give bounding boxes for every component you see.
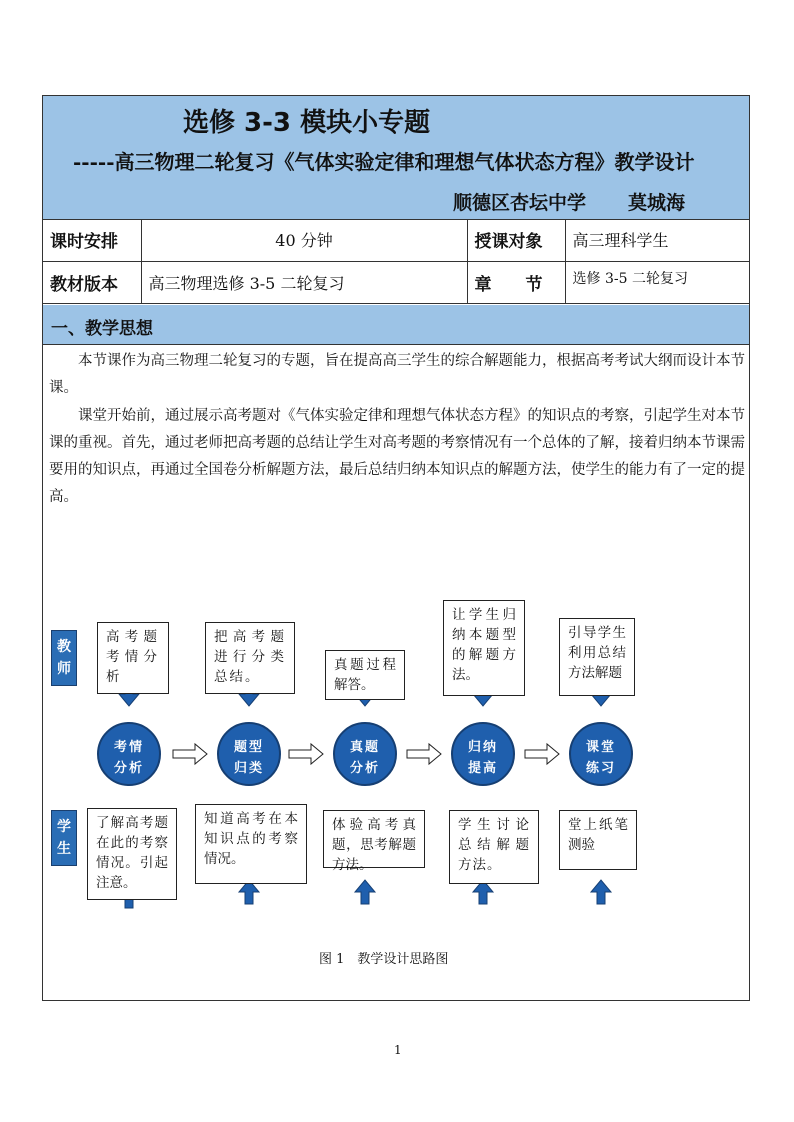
info-table <box>43 219 749 304</box>
right-arrow-1 <box>173 744 207 764</box>
page-number: 1 <box>394 1043 402 1057</box>
step-circle-5 <box>569 722 633 786</box>
step-3-line1: 真题 <box>349 740 380 755</box>
teacher-box-5: 引导学生利用总结方法解题 <box>559 618 635 696</box>
section-title: 一、教学思想 <box>51 319 153 339</box>
teacher-box-1: 高考题考情分析 <box>97 622 169 694</box>
paragraph-1: 本节课作为高三物理二轮复习的专题，旨在提高高三学生的综合解题能力，根据高考考试大纲而设计本节课。 <box>49 353 745 396</box>
step-4-line1: 归纳 <box>467 740 498 755</box>
up-arrows <box>119 880 611 908</box>
right-arrow-4 <box>525 744 559 764</box>
step-circle-1 <box>97 722 161 786</box>
label-audience: 授课对象 <box>467 219 565 261</box>
step-5-line1: 课堂 <box>585 740 616 755</box>
label-textbook: 教材版本 <box>43 261 141 303</box>
figure-caption: 图 1 教学设计思路图 <box>319 952 449 967</box>
author-name: 莫城海 <box>628 192 686 214</box>
student-box-4: 学生讨论总结解题方法。 <box>449 810 539 884</box>
label-chapter: 章 节 <box>467 261 565 303</box>
step-circle-2 <box>217 722 281 786</box>
step-circle-4 <box>451 722 515 786</box>
value-duration: 40 分钟 <box>141 219 467 261</box>
student-box-3: 体验高考真题，思考解题方法。 <box>323 810 425 868</box>
author-line <box>453 188 685 215</box>
step-2-line2: 归类 <box>233 761 264 776</box>
teacher-label: 教师 <box>51 630 77 686</box>
teacher-box-2: 把高考题进行分类总结。 <box>205 622 295 694</box>
up-arrow-5 <box>591 880 611 904</box>
value-textbook: 高三物理选修 3-5 二轮复习 <box>141 261 467 303</box>
step-1-line1: 考情 <box>113 740 144 755</box>
up-arrow-3 <box>355 880 375 904</box>
student-label: 学生 <box>51 810 77 866</box>
header-block <box>43 96 749 220</box>
info-row-textbook <box>43 261 749 303</box>
teacher-box-3: 真题过程解答。 <box>325 650 405 700</box>
right-arrow-3 <box>407 744 441 764</box>
step-3-line2: 分析 <box>349 761 380 776</box>
info-row-schedule <box>43 219 749 261</box>
student-box-1: 了解高考题在此的考察情况。引起注意。 <box>87 808 177 900</box>
school-name: 顺德区杏坛中学 <box>453 192 587 214</box>
step-circle-3 <box>333 722 397 786</box>
value-audience: 高三理科学生 <box>565 219 749 261</box>
document-subtitle: -----高三物理二轮复习《气体实验定律和理想气体状态方程》教学设计 <box>73 150 695 174</box>
student-box-2: 知道高考在本知识点的考察情况。 <box>195 804 307 884</box>
step-2-line1: 题型 <box>233 740 264 755</box>
paragraph-2: 课堂开始前，通过展示高考题对《气体实验定律和理想气体状态方程》的知识点的考察，引起学生对本节课的重视。首先，通过老师把高考题的总结让学生对高考题的考察情况有一个总体的了解，接着归纳本节课需要用的知识点，再通过全国卷分析解题方法，最后总结归纳本知识点的解题方法，使学生的能力有了一定的提高。 <box>49 408 745 505</box>
document-title: 选修 3-3 模块小专题 <box>183 108 431 138</box>
step-1-line2: 分析 <box>113 761 144 776</box>
value-chapter: 选修 3-5 二轮复习 <box>565 261 749 303</box>
label-schedule: 课时安排 <box>43 219 141 261</box>
teacher-box-4: 让学生归纳本题型的解题方法。 <box>443 600 525 696</box>
student-box-5: 堂上纸笔测验 <box>559 810 637 870</box>
right-arrow-2 <box>289 744 323 764</box>
lesson-plan-table <box>42 95 750 1001</box>
step-5-line2: 练习 <box>585 761 616 776</box>
step-4-line2: 提高 <box>467 761 498 776</box>
section-heading <box>43 305 749 345</box>
